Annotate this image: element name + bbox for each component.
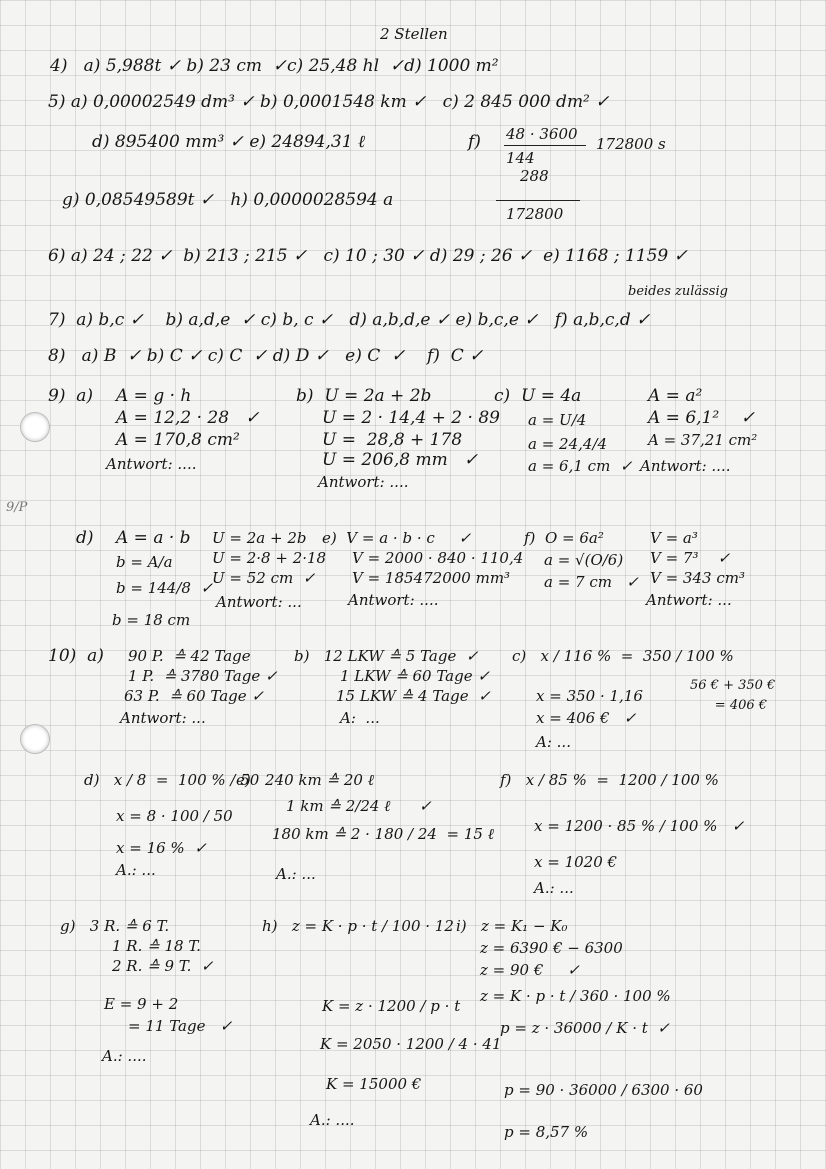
equation-line: A = 6,1² ✓ (648, 408, 756, 428)
equation-line: a = 24,4/4 (528, 435, 608, 453)
equation-line: x = 350 · 1,16 (536, 687, 643, 705)
equation-line: A = a² (648, 386, 703, 406)
equation-line: U = 206,8 mm ✓ (322, 450, 479, 470)
exercise-5f-numerator: 48 · 3600 (506, 125, 578, 143)
punch-hole-top (20, 412, 50, 442)
page-header: 2 Stellen (380, 25, 448, 43)
equation-line: A.: .... (310, 1111, 355, 1129)
equation-line: a = 7 cm ✓ (544, 573, 639, 591)
equation-line: A = g · h (116, 386, 192, 406)
equation-line: z = K · p · t / 360 · 100 % (480, 987, 671, 1005)
equation-line: p = 8,57 % (504, 1123, 589, 1141)
equation-line: U = 28,8 + 178 (322, 430, 463, 450)
equation-line: 2 R. ≙ 9 T. ✓ (112, 957, 214, 975)
equation-line: = 11 Tage ✓ (128, 1017, 233, 1035)
equation-line: V = a³ (650, 529, 698, 547)
equation-line: g) 3 R. ≙ 6 T. (60, 917, 170, 935)
equation-line: p = 90 · 36000 / 6300 · 60 (504, 1081, 703, 1099)
equation-line: 63 P. ≙ 60 Tage ✓ (124, 687, 265, 705)
equation-line: c) x / 116 % = 350 / 100 % (512, 647, 734, 665)
equation-line: x = 406 € ✓ (536, 709, 637, 727)
equation-line: U = 2a + 2b (212, 529, 307, 547)
equation-line: K = 2050 · 1200 / 4 · 41 (320, 1035, 502, 1053)
equation-line: z = 90 € ✓ (480, 961, 580, 979)
equation-line: p = z · 36000 / K · t ✓ (500, 1019, 670, 1037)
equation-line: U = 2 · 14,4 + 2 · 89 (322, 408, 500, 428)
equation-line: Antwort: ... (120, 709, 206, 727)
equation-line: A: ... (536, 733, 571, 751)
equation-line: A = 37,21 cm² (648, 431, 758, 449)
equation-line: e) V = a · b · c ✓ (322, 529, 472, 547)
exercise-5f-denominator: 144 (506, 149, 535, 167)
equation-line: 1 km ≙ 2/24 ℓ ✓ (286, 797, 432, 815)
equation-line: 1 P. ≙ 3780 Tage ✓ (128, 667, 278, 685)
equation-line: 180 km ≙ 2 · 180 / 24 = 15 ℓ (272, 825, 494, 843)
equation-line: z = 6390 € − 6300 (480, 939, 623, 957)
equation-line: A = 12,2 · 28 ✓ (116, 408, 260, 428)
equation-line: x = 1020 € (534, 853, 618, 871)
equation-line: A = a · b (116, 528, 191, 548)
exercise-10-label: 10) a) (48, 646, 104, 666)
equation-line: K = z · 1200 / p · t (322, 997, 461, 1015)
equation-line: c) U = 4a (494, 386, 582, 406)
equation-line: V = 343 cm³ (650, 569, 745, 587)
equation-line: V = 185472000 mm³ (352, 569, 511, 587)
exercise-10c-side-note: 56 € + 350 € = 406 € (690, 678, 776, 713)
equation-line: x = 8 · 100 / 50 (116, 807, 233, 825)
exercise-5-row2: d) 895400 mm³ ✓ e) 24894,31 ℓ (92, 132, 366, 152)
exercise-5f-label: f) (468, 132, 481, 152)
exercise-5-row3: g) 0,08549589t ✓ h) 0,0000028594 a (62, 190, 394, 210)
equation-line: a = U/4 (528, 411, 587, 429)
equation-line: V = 2000 · 840 · 110,4 (352, 549, 524, 567)
exercise-4: 4) a) 5,988t ✓ b) 23 cm ✓c) 25,48 hl ✓d) 1000 m² (50, 56, 499, 76)
equation-line: 15 LKW ≙ 4 Tage ✓ (336, 687, 491, 705)
equation-line: A.: ... (276, 865, 316, 883)
exercise-9-label: 9) a) (48, 386, 94, 406)
equation-line: A.: .... (102, 1047, 147, 1065)
margin-note: 9/P (6, 500, 28, 515)
equation-line: 1 R. ≙ 18 T. (112, 937, 201, 955)
exercise-7: 7) a) b,c ✓ b) a,d,e ✓ c) b, c ✓ d) a,b,d,e ✓ e) b,c,e ✓ f) a,b,c,d ✓ (48, 310, 651, 330)
equation-line: i) z = K₁ − K₀ (456, 917, 568, 935)
equation-line: V = 7³ ✓ (650, 549, 731, 567)
equation-line: b) 12 LKW ≙ 5 Tage ✓ (294, 647, 479, 665)
exercise-5f-calc1: 288 (520, 167, 549, 185)
exercise-9d-label: d) (76, 528, 94, 548)
exercise-6: 6) a) 24 ; 22 ✓ b) 213 ; 215 ✓ c) 10 ; 30 ✓ d) 29 ; 26 ✓ e) 1168 ; 1159 ✓ (48, 246, 688, 266)
exercise-5f-result: 172800 s (596, 135, 666, 153)
equation-line: A = 170,8 cm² (116, 430, 240, 450)
equation-line: h) z = K · p · t / 100 · 12 (262, 917, 454, 935)
equation-line: Antwort: ... (216, 593, 302, 611)
equation-line: f) O = 6a² (524, 529, 604, 547)
equation-line: Antwort: ... (646, 591, 732, 609)
equation-line: x = 1200 · 85 % / 100 % ✓ (534, 817, 745, 835)
equation-line: U = 52 cm ✓ (212, 569, 316, 587)
exercise-7-note: beides zulässig (628, 284, 728, 299)
equation-line: b) U = 2a + 2b (296, 386, 432, 406)
equation-line: Antwort: .... (348, 591, 439, 609)
equation-line: b = 18 cm (112, 611, 191, 629)
equation-line: x = 16 % ✓ (116, 839, 207, 857)
equation-line: b = 144/8 ✓ (116, 579, 214, 597)
equation-line: A: ... (340, 709, 380, 727)
equation-line: a = √(O/6) (544, 551, 624, 569)
equation-line: Antwort: .... (640, 457, 731, 475)
exercise-5f-calc2: 172800 (506, 205, 564, 223)
equation-line: A.: ... (534, 879, 574, 897)
equation-line: b = A/a (116, 553, 173, 571)
equation-line: U = 2·8 + 2·18 (212, 549, 327, 567)
exercise-8: 8) a) B ✓ b) C ✓ c) C ✓ d) D ✓ e) C ✓ f) C ✓ (48, 346, 484, 366)
equation-line: d) x / 8 = 100 % / 50 (84, 771, 260, 789)
equation-line: e) 240 km ≙ 20 ℓ (236, 771, 374, 789)
equation-line: Antwort: .... (106, 455, 197, 473)
exercise-5-row1: 5) a) 0,00002549 dm³ ✓ b) 0,0001548 km ✓ c) 2 845 000 dm² ✓ (48, 92, 610, 112)
equation-line: Antwort: .... (318, 473, 409, 491)
equation-line: 90 P. ≙ 42 Tage (128, 647, 251, 665)
equation-line: f) x / 85 % = 1200 / 100 % (500, 771, 719, 789)
fraction-bar (504, 145, 586, 146)
equation-line: 1 LKW ≙ 60 Tage ✓ (340, 667, 490, 685)
equation-line: E = 9 + 2 (104, 995, 179, 1013)
equation-line: a = 6,1 cm ✓ (528, 457, 633, 475)
equation-line: K = 15000 € (326, 1075, 422, 1093)
equation-line: A.: ... (116, 861, 156, 879)
punch-hole-bottom (20, 724, 50, 754)
calc-bar (496, 200, 580, 201)
